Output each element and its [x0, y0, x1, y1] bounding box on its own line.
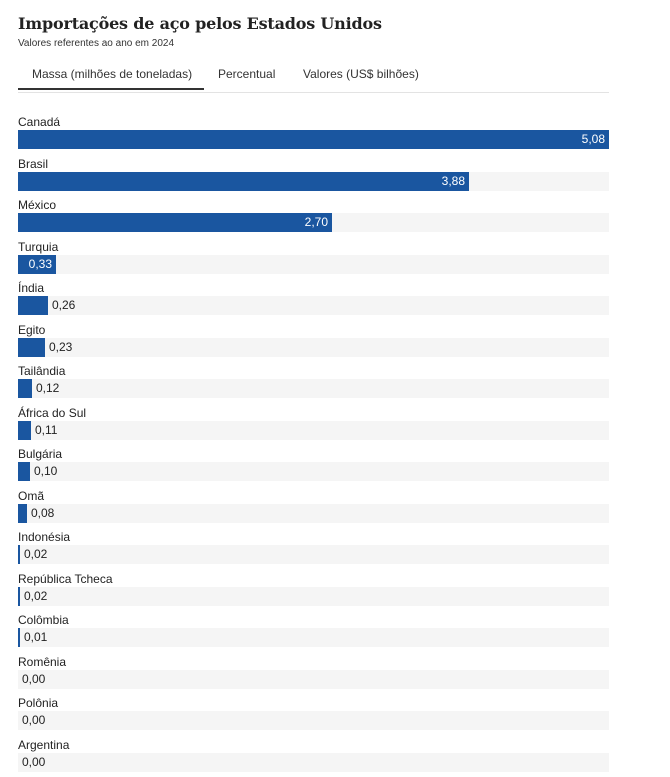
value-label: 0,23 — [49, 338, 72, 357]
tab-valores[interactable]: Valores (US$ bilhões) — [303, 62, 419, 90]
bar — [18, 462, 30, 481]
category-label: Canadá — [18, 115, 60, 129]
value-label: 0,02 — [24, 545, 47, 564]
bar — [18, 587, 20, 606]
bar-track — [18, 130, 609, 149]
tab-massa[interactable]: Massa (milhões de toneladas) — [18, 62, 204, 90]
bar-row — [18, 155, 609, 197]
bar — [18, 379, 32, 398]
bar — [18, 504, 27, 523]
bar-track — [18, 379, 609, 398]
bar-track — [18, 421, 609, 440]
value-label: 0,00 — [22, 711, 45, 730]
value-label: 0,10 — [34, 462, 57, 481]
bar-row — [18, 611, 609, 653]
value-label: 3,88 — [18, 172, 465, 191]
category-label: Omã — [18, 489, 44, 503]
value-label: 0,00 — [22, 670, 45, 689]
bar-track — [18, 628, 609, 647]
category-label: Indonésia — [18, 530, 70, 544]
bar-row — [18, 528, 609, 570]
value-label: 0,26 — [52, 296, 75, 315]
metric-tabs — [18, 62, 609, 93]
bar-track — [18, 545, 609, 564]
value-label: 0,02 — [24, 587, 47, 606]
bar-track — [18, 172, 609, 191]
category-label: República Tcheca — [18, 572, 113, 586]
value-label: 0,12 — [36, 379, 59, 398]
bar-track — [18, 753, 609, 772]
value-label: 0,08 — [31, 504, 54, 523]
value-label: 0,11 — [35, 421, 57, 440]
bar-track — [18, 338, 609, 357]
bar — [18, 628, 20, 647]
bar-row — [18, 736, 609, 777]
bar-row — [18, 362, 609, 404]
value-label: 2,70 — [18, 213, 328, 232]
category-label: Bulgária — [18, 447, 62, 461]
bar-row — [18, 113, 609, 155]
tab-percentual[interactable]: Percentual — [218, 62, 275, 90]
value-label: 0,01 — [24, 628, 47, 647]
bar-track — [18, 587, 609, 606]
category-label: México — [18, 198, 56, 212]
bar-row — [18, 570, 609, 612]
bar-row — [18, 653, 609, 695]
category-label: Colômbia — [18, 613, 69, 627]
category-label: Argentina — [18, 738, 69, 752]
bar-track — [18, 213, 609, 232]
bar-track — [18, 670, 609, 689]
bar — [18, 545, 20, 564]
bar — [18, 338, 45, 357]
bar-row — [18, 321, 609, 363]
category-label: Polônia — [18, 696, 58, 710]
bar — [18, 421, 31, 440]
bar-row — [18, 196, 609, 238]
category-label: Brasil — [18, 157, 48, 171]
chart-title: Importações de aço pelos Estados Unidos — [18, 14, 382, 33]
bar-row — [18, 694, 609, 736]
chart-subtitle: Valores referentes ao ano em 2024 — [18, 38, 174, 49]
bar-row — [18, 238, 609, 280]
bar-track — [18, 462, 609, 481]
bar-row — [18, 404, 609, 446]
bar-track — [18, 255, 609, 274]
bar-row — [18, 279, 609, 321]
category-label: Egito — [18, 323, 45, 337]
bar-chart — [18, 113, 609, 777]
category-label: Tailândia — [18, 364, 65, 378]
category-label: Índia — [18, 281, 44, 295]
bar — [18, 296, 48, 315]
category-label: Turquia — [18, 240, 58, 254]
category-label: Romênia — [18, 655, 66, 669]
category-label: África do Sul — [18, 406, 86, 420]
value-label: 0,33 — [18, 255, 52, 274]
bar-row — [18, 445, 609, 487]
bar-track — [18, 504, 609, 523]
value-label: 5,08 — [18, 130, 605, 149]
value-label: 0,00 — [22, 753, 45, 772]
bar-row — [18, 487, 609, 529]
bar-track — [18, 296, 609, 315]
bar-track — [18, 711, 609, 730]
